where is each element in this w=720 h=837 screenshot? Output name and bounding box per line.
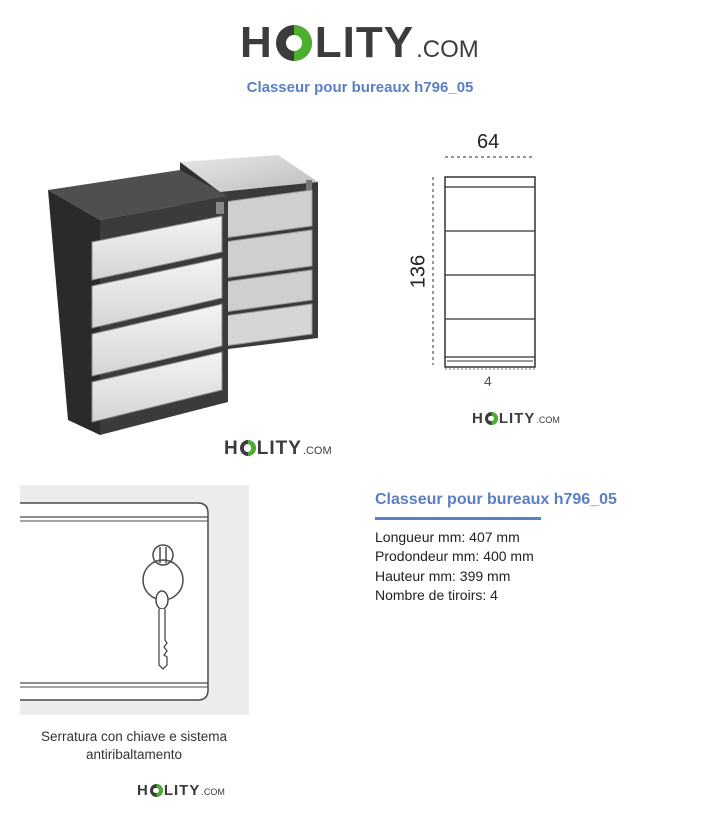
cabinet-outline xyxy=(445,177,535,367)
logo-text-right: LITY xyxy=(256,438,302,459)
logo-text-left: H xyxy=(224,438,239,459)
logo-text-left: H xyxy=(472,410,484,427)
logo-domain: .COM xyxy=(416,36,479,63)
brand-logo[interactable] xyxy=(240,18,479,68)
caption-line-1: Serratura con chiave e sistema xyxy=(40,729,228,744)
height-label: 136 xyxy=(407,254,430,289)
lock-detail-drawing xyxy=(20,485,249,715)
logo-domain: .COM xyxy=(302,445,332,457)
logo-text-left: H xyxy=(240,18,273,67)
drawing-logo[interactable] xyxy=(472,410,560,427)
lock-caption xyxy=(20,728,248,764)
spec-title: Classeur pour bureaux h796_05 xyxy=(375,491,617,508)
logo-text-right: LITY xyxy=(498,410,536,427)
base-label: 4 xyxy=(484,373,492,389)
logo-o-icon xyxy=(276,25,312,61)
width-label: 64 xyxy=(477,131,500,153)
spec-length: Longueur mm: 407 mm xyxy=(375,529,520,545)
detail-logo[interactable] xyxy=(137,782,225,799)
logo-o-icon xyxy=(150,784,163,797)
logo-o-icon xyxy=(485,412,498,425)
cabinet-dark-graphic xyxy=(48,170,228,435)
logo-text-right: LITY xyxy=(314,18,415,67)
caption-line-2: antiribaltamento xyxy=(85,747,183,762)
spec-divider xyxy=(375,517,541,520)
spec-depth: Prodondeur mm: 400 mm xyxy=(375,548,534,565)
logo-text-left: H xyxy=(137,782,149,799)
spec-height: Hauteur mm: 399 mm xyxy=(375,567,511,584)
logo-o-icon xyxy=(240,440,256,456)
photo-logo[interactable] xyxy=(224,438,332,460)
spec-drawers: Nombre de tiroirs: 4 xyxy=(375,586,498,603)
product-photo xyxy=(40,150,330,440)
spec-list xyxy=(375,528,534,605)
logo-domain: .COM xyxy=(201,787,225,797)
logo-domain: .COM xyxy=(536,415,560,425)
page-title: Classeur pour bureaux h796_05 xyxy=(246,79,474,96)
logo-text-right: LITY xyxy=(163,782,201,799)
